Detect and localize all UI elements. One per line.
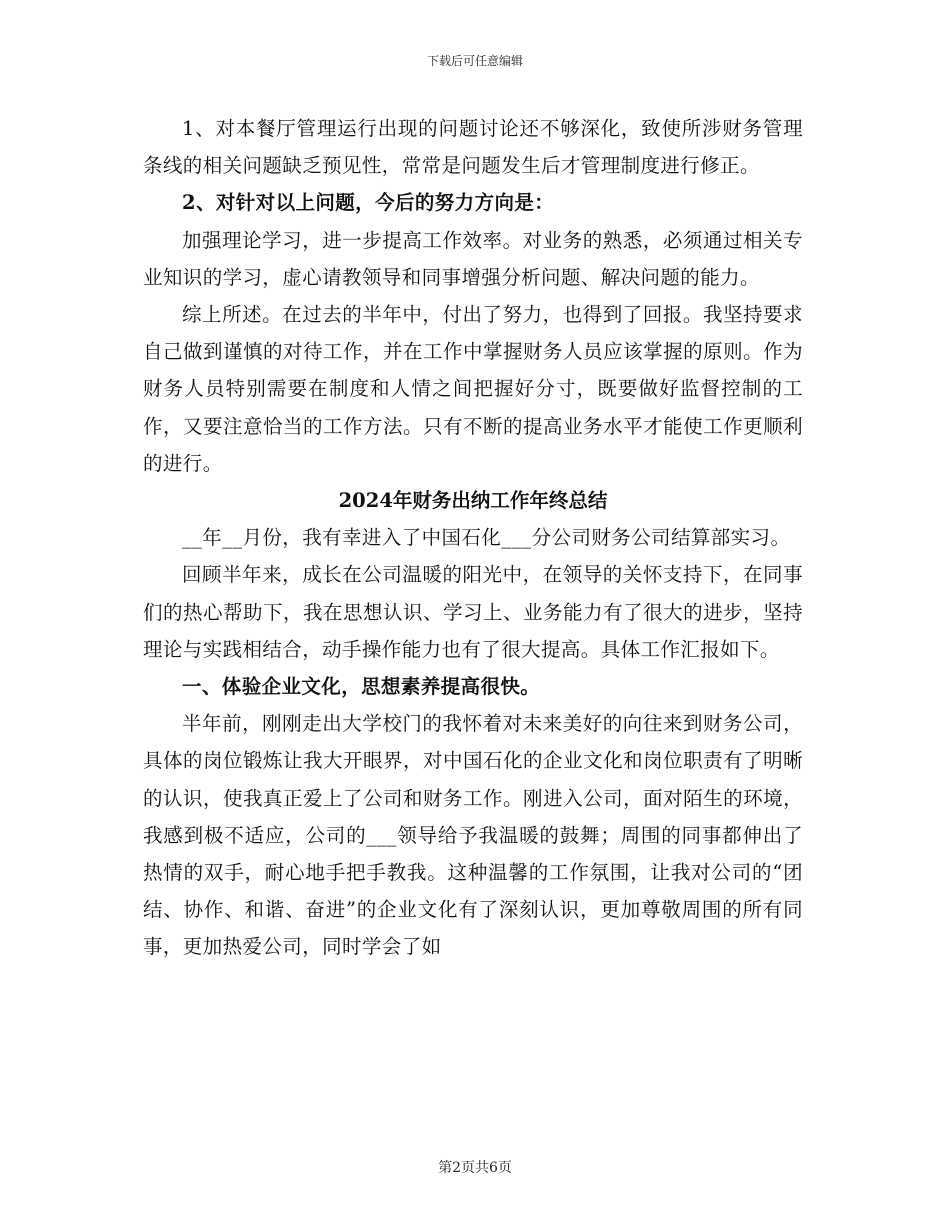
page-footer: 第2页共6页 <box>438 1160 512 1176</box>
heading-improvement-direction: 2、对针对以上问题，今后的努力方向是： <box>182 191 555 215</box>
heading-section-1: 一、体验企业文化，思想素养提高很快。 <box>182 675 541 699</box>
document-body <box>143 110 803 966</box>
paragraph-issue-1: 1、对本餐厅管理运行出现的问题讨论还不够深化，致使所涉财务管理条线的相关问题缺乏预见性，常常是问题发生后才管理制度进行修正。 <box>143 117 803 178</box>
paragraph-review: 回顾半年来，成长在公司温暖的阳光中，在领导的关怀支持下，在同事们的热心帮助下，我在思想认识、学习上、业务能力有了很大的进步，坚持理论与实践相结合，动手操作能力也有了很大提高。具体工作汇报如下。 <box>143 563 803 661</box>
paragraph-culture: 半年前，刚刚走出大学校门的我怀着对未来美好的向往来到财务公司，具体的岗位锻炼让我大开眼界，对中国石化的企业文化和岗位职责有了明晰的认识，使我真正爱上了公司和财务工作。刚进入公司，面对陌生的环境，我感到极不适应，公司的___领导给予我温暖的鼓舞；周围的同事都伸出了热情的双手，耐心地手把手教我。这种温馨的工作氛围，让我对公司的“团结、协作、和谐、奋进”的企业文化有了深刻认识，更加尊敬周围的所有同事，更加热爱公司，同时学会了如 <box>143 712 803 959</box>
page-header: 下载后可任意编辑 <box>426 54 523 68</box>
paragraph-intro: __年__月份，我有幸进入了中国石化___分公司财务公司结算部实习。 <box>182 526 791 550</box>
paragraph-summary: 综上所述。在过去的半年中，付出了努力，也得到了回报。我坚持要求自己做到谨慎的对待工作，并在工作中掌握财务人员应该掌握的原则。作为财务人员特别需要在制度和人情之间把握好分寸，既要做好监督控制的工作，又要注意恰当的工作方法。只有不断的提高业务水平才能使工作更顺利的进行。 <box>143 303 803 475</box>
paragraph-study: 加强理论学习，进一步提高工作效率。对业务的熟悉，必须通过相关专业知识的学习，虚心请教领导和同事增强分析问题、解决问题的能力。 <box>143 228 803 289</box>
document-title: 2024年财务出纳工作年终总结 <box>338 489 608 513</box>
